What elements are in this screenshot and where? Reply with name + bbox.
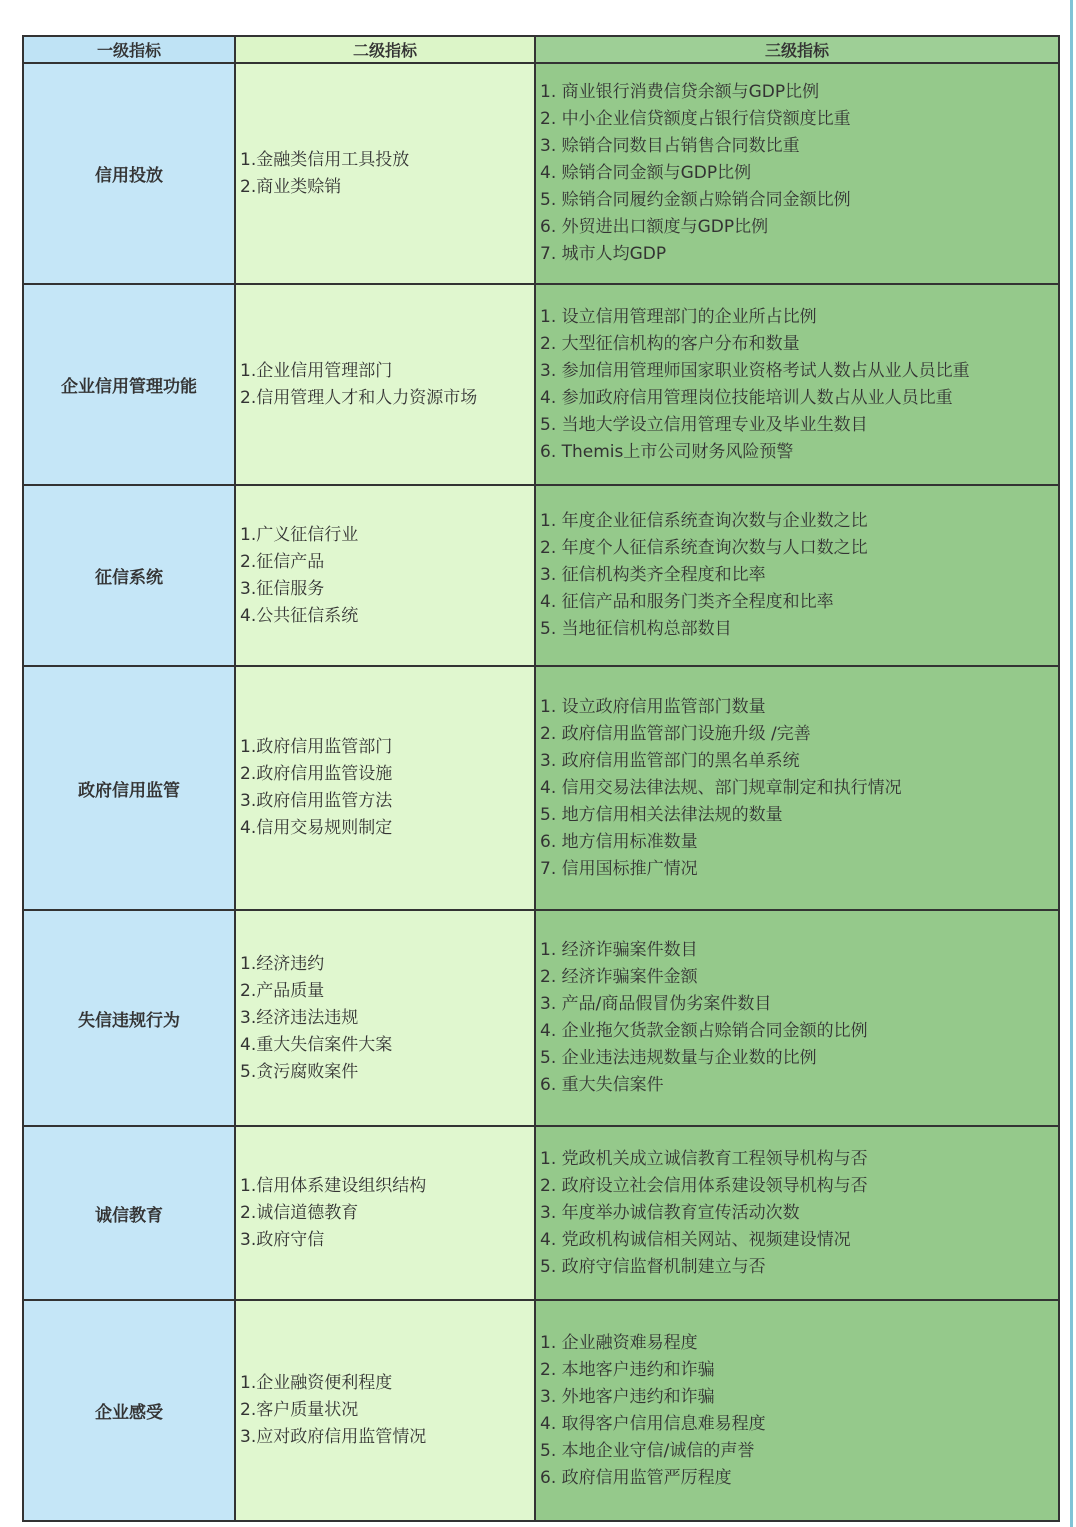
level3-item: 4. 企业拖欠货款金额占赊销合同金额的比例 <box>540 1021 868 1041</box>
level3-item: 5. 当地大学设立信用管理专业及毕业生数目 <box>540 414 868 435</box>
level3-item: 2. 大型征信机构的客户分布和数量 <box>540 333 800 354</box>
level3-cell <box>535 666 1059 910</box>
level2-item: 5.贪污腐败案件 <box>240 1061 359 1082</box>
level3-item: 6. 地方信用标准数量 <box>540 831 698 852</box>
level3-item: 5. 企业违法违规数量与企业数的比例 <box>540 1048 817 1068</box>
level2-item: 3.经济违法违规 <box>240 1007 359 1028</box>
level1-cell: 失信违规行为 <box>23 910 235 1126</box>
level3-item: 6. Themis上市公司财务风险预警 <box>540 441 794 462</box>
level2-item: 4.重大失信案件大案 <box>240 1034 393 1055</box>
level3-cell <box>535 910 1059 1126</box>
level3-item: 1. 党政机关成立诚信教育工程领导机构与否 <box>540 1148 868 1169</box>
table-row <box>23 666 1059 910</box>
level3-item: 4. 党政机构诚信相关网站、视频建设情况 <box>540 1229 851 1250</box>
level2-item: 4.信用交易规则制定 <box>240 818 393 838</box>
level3-item: 2. 本地客户违约和诈骗 <box>540 1359 715 1380</box>
page-right-edge <box>1070 0 1073 1527</box>
level2-cell <box>235 910 535 1126</box>
header-level2: 二级指标 <box>235 36 535 63</box>
level2-item: 3.政府信用监管方法 <box>240 791 393 811</box>
level1-cell: 企业感受 <box>23 1300 235 1521</box>
level2-item: 1.信用体系建设组织结构 <box>240 1175 427 1196</box>
level3-item: 3. 政府信用监管部门的黑名单系统 <box>540 750 800 771</box>
level2-item: 1.金融类信用工具投放 <box>240 149 410 170</box>
level3-item: 2. 中小企业信贷额度占银行信贷额度比重 <box>540 109 851 129</box>
level3-cell <box>535 1300 1059 1521</box>
level2-item: 2.政府信用监管设施 <box>240 764 393 784</box>
level1-cell: 信用投放 <box>23 63 235 284</box>
header-level3: 三级指标 <box>535 36 1059 63</box>
level3-item: 2. 经济诈骗案件金额 <box>540 967 698 987</box>
level3-item: 2. 年度个人征信系统查询次数与人口数之比 <box>540 538 868 558</box>
level2-item: 1.企业信用管理部门 <box>240 360 393 381</box>
level2-item: 1.经济违约 <box>240 953 325 974</box>
level3-item: 3. 年度举办诚信教育宣传活动次数 <box>540 1202 800 1223</box>
level3-item: 2. 政府设立社会信用体系建设领导机构与否 <box>540 1175 868 1196</box>
level3-item: 4. 征信产品和服务门类齐全程度和比率 <box>540 592 834 612</box>
level3-item: 3. 征信机构类齐全程度和比率 <box>540 565 766 585</box>
level3-item: 7. 城市人均GDP <box>540 244 667 264</box>
level3-item: 4. 信用交易法律法规、部门规章制定和执行情况 <box>540 777 902 798</box>
header-row <box>23 36 1059 63</box>
level3-item: 3. 产品/商品假冒伪劣案件数目 <box>540 994 772 1014</box>
level3-item: 4. 参加政府信用管理岗位技能培训人数占从业人员比重 <box>540 387 953 408</box>
level2-item: 4.公共征信系统 <box>240 605 359 626</box>
level3-item: 1. 企业融资难易程度 <box>540 1332 698 1353</box>
level3-item: 7. 信用国标推广情况 <box>540 858 698 879</box>
level2-item: 2.征信产品 <box>240 551 325 572</box>
level3-item: 6. 重大失信案件 <box>540 1075 664 1095</box>
level2-item: 3.应对政府信用监管情况 <box>240 1427 427 1447</box>
level2-item: 2.商业类赊销 <box>240 176 342 197</box>
table-row <box>23 63 1059 284</box>
level2-cell <box>235 284 535 485</box>
level3-item: 4. 取得客户信用信息难易程度 <box>540 1413 766 1434</box>
level3-item: 3. 赊销合同数目占销售合同数比重 <box>540 136 800 156</box>
level3-cell <box>535 284 1059 485</box>
level2-cell <box>235 1300 535 1521</box>
level3-item: 5. 当地征信机构总部数目 <box>540 619 732 639</box>
level1-cell: 政府信用监管 <box>23 666 235 910</box>
level3-item: 2. 政府信用监管部门设施升级 /完善 <box>540 723 811 744</box>
table-row <box>23 284 1059 485</box>
table-row <box>23 1126 1059 1300</box>
level3-item: 4. 赊销合同金额与GDP比例 <box>540 163 752 183</box>
table-row <box>23 1300 1059 1521</box>
level1-cell: 企业信用管理功能 <box>23 284 235 485</box>
header-level1: 一级指标 <box>23 36 235 63</box>
level2-cell <box>235 485 535 666</box>
level3-item: 5. 赊销合同履约金额占赊销合同金额比例 <box>540 190 851 210</box>
level1-cell: 诚信教育 <box>23 1126 235 1300</box>
table-body <box>23 63 1059 1521</box>
level2-item: 2.客户质量状况 <box>240 1400 359 1420</box>
level3-item: 6. 外贸进出口额度与GDP比例 <box>540 217 769 237</box>
level2-item: 3.征信服务 <box>240 578 325 599</box>
level2-cell <box>235 63 535 284</box>
level3-cell <box>535 63 1059 284</box>
level2-item: 1.广义征信行业 <box>240 524 359 545</box>
level2-item: 1.企业融资便利程度 <box>240 1373 393 1393</box>
level3-item: 1. 年度企业征信系统查询次数与企业数之比 <box>540 511 868 531</box>
level3-item: 5. 地方信用相关法律法规的数量 <box>540 804 783 825</box>
level2-item: 2.诚信道德教育 <box>240 1202 359 1223</box>
level3-item: 1. 设立政府信用监管部门数量 <box>540 696 766 717</box>
level2-item: 2.产品质量 <box>240 980 325 1001</box>
level3-item: 1. 设立信用管理部门的企业所占比例 <box>540 306 817 327</box>
level3-item: 1. 商业银行消费信贷余额与GDP比例 <box>540 82 820 102</box>
credit-indicator-table <box>22 35 1060 1522</box>
level2-item: 2.信用管理人才和人力资源市场 <box>240 387 478 408</box>
level3-item: 5. 本地企业守信/诚信的声誉 <box>540 1440 755 1461</box>
level3-item: 6. 政府信用监管严厉程度 <box>540 1467 732 1488</box>
table-row <box>23 485 1059 666</box>
level2-cell <box>235 666 535 910</box>
level3-item: 3. 参加信用管理师国家职业资格考试人数占从业人员比重 <box>540 360 970 381</box>
level3-item: 5. 政府守信监督机制建立与否 <box>540 1256 766 1277</box>
level1-cell: 征信系统 <box>23 485 235 666</box>
level3-item: 3. 外地客户违约和诈骗 <box>540 1386 715 1407</box>
level3-item: 1. 经济诈骗案件数目 <box>540 940 698 960</box>
table-row <box>23 910 1059 1126</box>
level2-item: 1.政府信用监管部门 <box>240 737 393 757</box>
level2-cell <box>235 1126 535 1300</box>
level3-cell <box>535 485 1059 666</box>
level3-cell <box>535 1126 1059 1300</box>
level2-item: 3.政府守信 <box>240 1229 325 1250</box>
